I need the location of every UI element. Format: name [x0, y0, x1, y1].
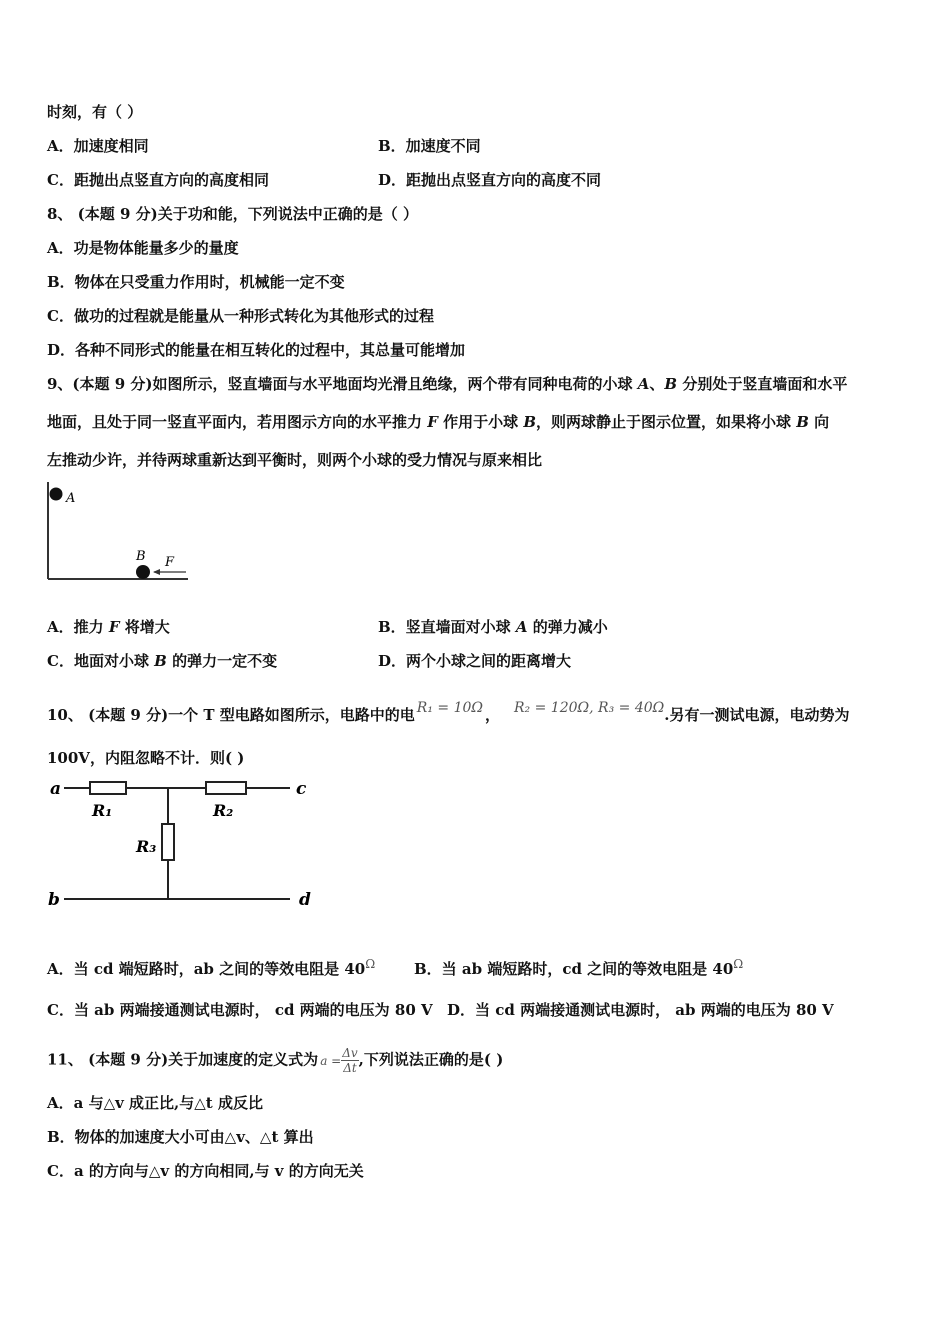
q10-stem-line-2: 100V，内阻忽略不计．则( ) — [47, 749, 245, 767]
q7-option-c[interactable]: C．距抛出点竖直方向的高度相同 — [47, 171, 269, 189]
ball-b — [136, 565, 150, 579]
r3-label: R₃ — [136, 837, 157, 856]
ball-a — [50, 488, 63, 501]
q9-option-a[interactable]: A．推力 F 将增大 — [47, 618, 170, 636]
q10-option-b[interactable]: B．当 ab 端短路时，cd 之间的等效电阻是 $40^\Omega$ — [414, 957, 744, 978]
q7-stem-tail: 时刻，有（ ） — [47, 103, 143, 121]
q9-stem-line-1: 9、(本题 9 分)如图所示，竖直墙面与水平地面均光滑且绝缘，两个带有同种电荷的小球 A、B 分别处于竖直墙面和水平 — [47, 375, 848, 393]
terminal-c: c — [296, 779, 307, 799]
r2-r3-equation: R₂ = 120Ω, R₃ = 40Ω — [514, 700, 665, 716]
q11-stem: 11、 (本题 9 分)关于加速度的定义式为 a = $\frac{\Delta v}{\Delta t}$ ,下列说法正确的是( ) — [47, 1046, 504, 1075]
q7-option-d[interactable]: D．距抛出点竖直方向的高度不同 — [378, 171, 602, 189]
q7-option-a[interactable]: A．加速度相同 — [47, 137, 149, 155]
q9-stem-line-3: 左推动少许，并待两球重新达到平衡时，则两个小球的受力情况与原来相比 — [47, 451, 543, 469]
ohm-symbol: Ω — [733, 957, 744, 971]
q8-option-a[interactable]: A．功是物体能量多少的量度 — [47, 239, 239, 257]
q11-option-b[interactable]: B．物体的加速度大小可由△v、△t 算出 — [47, 1128, 314, 1146]
r1-label: R₁ — [92, 801, 113, 820]
q8-option-b[interactable]: B．物体在只受重力作用时，机械能一定不变 — [47, 273, 345, 291]
r1-equation: R₁ = 10Ω — [416, 700, 483, 716]
q9-option-b[interactable]: B．竖直墙面对小球 A 的弹力减小 — [378, 618, 608, 636]
q10-option-d[interactable]: D．当 cd 两端接通测试电源时， ab 两端的电压为 80 V — [447, 1001, 834, 1019]
q11-option-a[interactable]: A．a 与△v 成正比,与△t 成反比 — [47, 1094, 263, 1112]
accel-fraction: $\frac{\Delta v}{\Delta t}$ — [342, 1046, 358, 1075]
q11-option-c[interactable]: C．a 的方向与△v 的方向相同,与 v 的方向无关 — [47, 1162, 364, 1180]
q9-option-d[interactable]: D．两个小球之间的距离增大 — [378, 652, 572, 670]
terminal-a: a — [50, 779, 62, 799]
q10-t-circuit-figure — [40, 772, 320, 912]
q10-option-c[interactable]: C．当 ab 两端接通测试电源时， cd 两端的电压为 80 V — [47, 1001, 433, 1019]
force-arrow-head — [153, 569, 160, 575]
ohm-symbol: Ω — [365, 957, 376, 971]
ball-b-label: B — [136, 549, 146, 564]
q10-option-a[interactable]: A．当 cd 端短路时，ab 之间的等效电阻是 $40^\Omega$ — [47, 957, 376, 978]
q9-stem-line-2: 地面，且处于同一竖直平面内，若用图示方向的水平推力 F 作用于小球 B，则两球静止于图示位置，如果将小球 B 向 — [47, 413, 830, 431]
ball-a-label: A — [66, 491, 76, 506]
q10-stem-line-1: 10、 (本题 9 分)一个 T 型电路如图所示，电路中的电 R₁ = 10Ω ， R₂ = 120Ω, R₃ = 40Ω.另有一测试电源，电动势为 — [47, 700, 850, 724]
q8-option-c[interactable]: C．做功的过程就是能量从一种形式转化为其他形式的过程 — [47, 307, 434, 325]
force-label: F — [165, 555, 175, 570]
resistor-r3 — [162, 824, 174, 860]
resistor-r1 — [90, 782, 126, 794]
accel-eq-lhs: a = — [320, 1053, 342, 1068]
q9-option-c[interactable]: C．地面对小球 B 的弹力一定不变 — [47, 652, 278, 670]
terminal-d: d — [299, 890, 311, 910]
q8-stem: 8、 (本题 9 分)关于功和能，下列说法中正确的是（ ） — [47, 205, 418, 223]
q8-option-d[interactable]: D．各种不同形式的能量在相互转化的过程中，其总量可能增加 — [47, 341, 466, 359]
q9-wall-ball-figure — [40, 480, 200, 590]
r2-label: R₂ — [213, 801, 234, 820]
q7-option-b[interactable]: B．加速度不同 — [378, 137, 481, 155]
terminal-b: b — [48, 890, 60, 910]
resistor-r2 — [206, 782, 246, 794]
